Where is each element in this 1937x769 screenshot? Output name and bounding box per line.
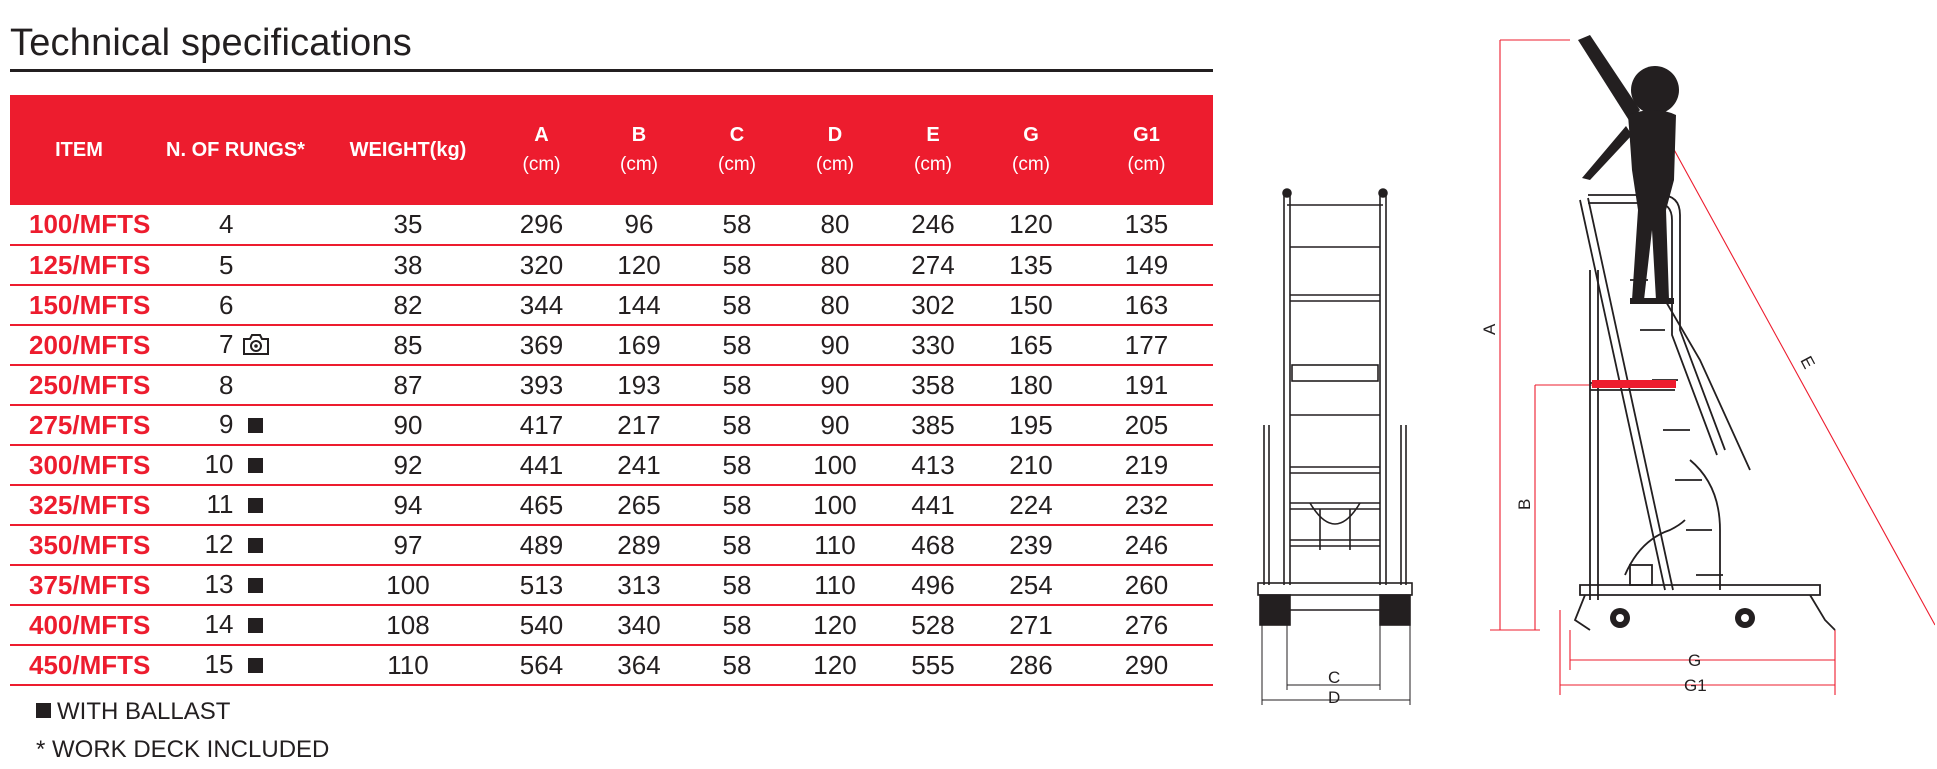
- header-rungs: N. OF RUNGS*: [148, 95, 323, 205]
- value-a: 564: [493, 645, 590, 685]
- value-e: 302: [884, 285, 982, 325]
- header-c: C (cm): [688, 95, 786, 205]
- item-code: 350/MFTS: [10, 525, 148, 565]
- item-code: 100/MFTS: [10, 205, 148, 245]
- item-code: 150/MFTS: [10, 285, 148, 325]
- rungs-count: 6: [219, 289, 234, 320]
- value-g1: 276: [1080, 605, 1213, 645]
- value-a: 489: [493, 525, 590, 565]
- dimension-b-label: B: [1515, 498, 1534, 510]
- value-b: 193: [590, 365, 688, 405]
- value-a: 465: [493, 485, 590, 525]
- item-code: 450/MFTS: [10, 645, 148, 685]
- value-e: 413: [884, 445, 982, 485]
- value-g: 195: [982, 405, 1080, 445]
- value-g: 286: [982, 645, 1080, 685]
- value-d: 100: [786, 485, 884, 525]
- value-e: 441: [884, 485, 982, 525]
- person-foot-right: [1652, 298, 1674, 304]
- value-weight: 85: [323, 325, 493, 365]
- header-unit: (cm): [1127, 154, 1166, 175]
- rungs-count: 4: [219, 209, 234, 239]
- value-weight: 97: [323, 525, 493, 565]
- item-code: 375/MFTS: [10, 565, 148, 605]
- table-header-row: [10, 95, 1213, 205]
- rungs-cell: [148, 525, 323, 565]
- value-b: 241: [590, 445, 688, 485]
- value-e: 385: [884, 405, 982, 445]
- value-c: 58: [688, 365, 786, 405]
- value-weight: 35: [323, 205, 493, 245]
- table-row: [10, 645, 1213, 685]
- table-row: [10, 405, 1213, 445]
- header-unit: (cm): [914, 154, 952, 175]
- person-raised-arm: [1578, 35, 1640, 122]
- value-d: 80: [786, 285, 884, 325]
- value-c: 58: [688, 245, 786, 285]
- rungs-mark: [234, 330, 274, 361]
- item-code: 250/MFTS: [10, 365, 148, 405]
- rungs-mark: [234, 490, 274, 521]
- legend-work-deck: [36, 731, 329, 769]
- table-row: [10, 325, 1213, 365]
- table-row: [10, 485, 1213, 525]
- rungs-mark: [234, 410, 274, 441]
- rungs-cell: [148, 365, 323, 405]
- value-e: 496: [884, 565, 982, 605]
- spec-table: [10, 95, 1213, 686]
- ladder-side-view-diagram: [1480, 30, 1935, 705]
- value-e: 330: [884, 325, 982, 365]
- value-weight: 82: [323, 285, 493, 325]
- value-b: 265: [590, 485, 688, 525]
- rungs-mark: [234, 450, 274, 481]
- front-work-deck: [1292, 365, 1378, 381]
- rungs-mark: [234, 530, 274, 561]
- header-e: E (cm): [884, 95, 982, 205]
- value-g1: 290: [1080, 645, 1213, 685]
- ballast-square-icon: [248, 578, 263, 593]
- value-g1: 246: [1080, 525, 1213, 565]
- ballast-square-icon: [248, 618, 263, 633]
- value-g1: 191: [1080, 365, 1213, 405]
- person-lower-arm: [1582, 126, 1632, 180]
- value-e: 555: [884, 645, 982, 685]
- value-a: 296: [493, 205, 590, 245]
- value-weight: 38: [323, 245, 493, 285]
- value-weight: 108: [323, 605, 493, 645]
- dimension-e-line: [1666, 135, 1935, 625]
- person-body: [1628, 110, 1676, 300]
- value-d: 100: [786, 445, 884, 485]
- rungs-cell: [148, 245, 323, 285]
- legend-work-deck-label: * WORK DECK INCLUDED: [36, 736, 330, 763]
- value-c: 58: [688, 445, 786, 485]
- value-a: 393: [493, 365, 590, 405]
- rungs-count: 15: [204, 648, 234, 679]
- item-code: 400/MFTS: [10, 605, 148, 645]
- value-g: 150: [982, 285, 1080, 325]
- dimension-d-label: D: [1328, 688, 1341, 705]
- rungs-cell: [148, 325, 323, 365]
- value-g: 239: [982, 525, 1080, 565]
- table-row: [10, 565, 1213, 605]
- value-d: 90: [786, 365, 884, 405]
- header-weight: WEIGHT(kg): [323, 95, 493, 205]
- value-weight: 100: [323, 565, 493, 605]
- value-c: 58: [688, 405, 786, 445]
- value-e: 274: [884, 245, 982, 285]
- table-row: [10, 245, 1213, 285]
- value-g: 165: [982, 325, 1080, 365]
- value-b: 313: [590, 565, 688, 605]
- rungs-count: 5: [219, 249, 234, 280]
- camera-icon[interactable]: [242, 332, 270, 356]
- table-row: [10, 285, 1213, 325]
- value-g1: 219: [1080, 445, 1213, 485]
- value-g: 180: [982, 365, 1080, 405]
- value-g: 120: [982, 205, 1080, 245]
- value-d: 120: [786, 605, 884, 645]
- value-b: 289: [590, 525, 688, 565]
- dimension-g-label: G: [1688, 651, 1702, 670]
- value-a: 344: [493, 285, 590, 325]
- rungs-count: 7: [219, 328, 234, 359]
- value-a: 369: [493, 325, 590, 365]
- rungs-cell: [148, 445, 323, 485]
- value-c: 58: [688, 205, 786, 245]
- value-weight: 90: [323, 405, 493, 445]
- legend-ballast-label: WITH BALLAST: [57, 698, 231, 725]
- value-g1: 260: [1080, 565, 1213, 605]
- rungs-count: 11: [206, 488, 234, 519]
- rungs-count: 12: [204, 528, 234, 559]
- value-d: 110: [786, 565, 884, 605]
- item-code: 325/MFTS: [10, 485, 148, 525]
- ladder-front-view-diagram: [1250, 185, 1420, 705]
- value-b: 364: [590, 645, 688, 685]
- front-wheel-left: [1260, 595, 1290, 625]
- value-d: 90: [786, 405, 884, 445]
- side-work-deck: [1592, 380, 1676, 388]
- value-b: 120: [590, 245, 688, 285]
- rungs-mark: [234, 610, 274, 641]
- value-weight: 87: [323, 365, 493, 405]
- value-e: 528: [884, 605, 982, 645]
- rungs-count: 10: [204, 448, 234, 479]
- table-row: [10, 525, 1213, 565]
- value-d: 120: [786, 645, 884, 685]
- dimension-e-label: E: [1796, 352, 1819, 372]
- ballast-square-icon: [36, 703, 51, 718]
- value-b: 169: [590, 325, 688, 365]
- value-b: 96: [590, 205, 688, 245]
- value-g: 254: [982, 565, 1080, 605]
- value-g1: 205: [1080, 405, 1213, 445]
- front-handrail-cap-right: [1379, 189, 1387, 197]
- item-code: 275/MFTS: [10, 405, 148, 445]
- dimension-g1-label: G1: [1684, 676, 1707, 695]
- ballast-square-icon: [248, 458, 263, 473]
- header-unit: (cm): [620, 154, 658, 175]
- rungs-count: 9: [219, 408, 234, 439]
- header-unit: (cm): [1012, 154, 1050, 175]
- value-d: 80: [786, 245, 884, 285]
- rungs-cell: [148, 565, 323, 605]
- table-row: [10, 605, 1213, 645]
- header-g1: G1 (cm): [1080, 95, 1213, 205]
- value-c: 58: [688, 605, 786, 645]
- person-head: [1631, 66, 1679, 114]
- value-g1: 149: [1080, 245, 1213, 285]
- header-a: A (cm): [493, 95, 590, 205]
- table-row: [10, 365, 1213, 405]
- value-g1: 135: [1080, 205, 1213, 245]
- value-g: 224: [982, 485, 1080, 525]
- value-e: 246: [884, 205, 982, 245]
- ballast-square-icon: [248, 498, 263, 513]
- table-body: [10, 205, 1213, 685]
- rungs-count: 14: [204, 608, 234, 639]
- header-item: ITEM: [10, 95, 148, 205]
- value-a: 513: [493, 565, 590, 605]
- value-g: 210: [982, 445, 1080, 485]
- value-g: 135: [982, 245, 1080, 285]
- value-b: 217: [590, 405, 688, 445]
- rungs-cell: [148, 485, 323, 525]
- person-foot-left: [1630, 298, 1652, 304]
- item-code: 125/MFTS: [10, 245, 148, 285]
- dimension-a-label: A: [1480, 323, 1499, 335]
- side-front-rail: [1580, 200, 1665, 590]
- rungs-mark: [234, 650, 274, 681]
- table-row: [10, 445, 1213, 485]
- item-code: 300/MFTS: [10, 445, 148, 485]
- value-a: 417: [493, 405, 590, 445]
- value-c: 58: [688, 645, 786, 685]
- value-c: 58: [688, 565, 786, 605]
- value-c: 58: [688, 325, 786, 365]
- title-divider: [10, 69, 1213, 72]
- rungs-cell: [148, 405, 323, 445]
- value-g1: 177: [1080, 325, 1213, 365]
- item-code: 200/MFTS: [10, 325, 148, 365]
- value-a: 320: [493, 245, 590, 285]
- header-unit: (cm): [816, 154, 854, 175]
- rungs-cell: [148, 605, 323, 645]
- page-title: Technical specifications: [10, 22, 412, 64]
- side-base-frame: [1580, 585, 1820, 595]
- rungs-mark: [234, 570, 274, 601]
- legend-ballast: [36, 693, 329, 731]
- front-handrail-cap-left: [1283, 189, 1291, 197]
- rungs-cell: [148, 285, 323, 325]
- value-d: 110: [786, 525, 884, 565]
- value-weight: 110: [323, 645, 493, 685]
- value-c: 58: [688, 285, 786, 325]
- rungs-count: 8: [219, 369, 234, 400]
- ballast-square-icon: [248, 658, 263, 673]
- value-c: 58: [688, 485, 786, 525]
- value-weight: 94: [323, 485, 493, 525]
- value-b: 340: [590, 605, 688, 645]
- value-g: 271: [982, 605, 1080, 645]
- header-b: B (cm): [590, 95, 688, 205]
- value-a: 441: [493, 445, 590, 485]
- value-e: 468: [884, 525, 982, 565]
- value-weight: 92: [323, 445, 493, 485]
- value-g1: 163: [1080, 285, 1213, 325]
- rungs-cell: [148, 645, 323, 685]
- value-d: 80: [786, 205, 884, 245]
- value-e: 358: [884, 365, 982, 405]
- table-row: [10, 205, 1213, 245]
- rungs-count: 13: [204, 568, 234, 599]
- value-b: 144: [590, 285, 688, 325]
- ballast-square-icon: [248, 418, 263, 433]
- ballast-square-icon: [248, 538, 263, 553]
- value-d: 90: [786, 325, 884, 365]
- header-g: G (cm): [982, 95, 1080, 205]
- legend: [36, 693, 329, 769]
- value-g1: 232: [1080, 485, 1213, 525]
- header-unit: (cm): [522, 154, 561, 175]
- header-unit: (cm): [718, 154, 756, 175]
- front-wheel-right: [1380, 595, 1410, 625]
- header-d: D (cm): [786, 95, 884, 205]
- value-c: 58: [688, 525, 786, 565]
- dimension-c-label: C: [1328, 668, 1341, 687]
- rungs-cell: [148, 205, 323, 245]
- value-a: 540: [493, 605, 590, 645]
